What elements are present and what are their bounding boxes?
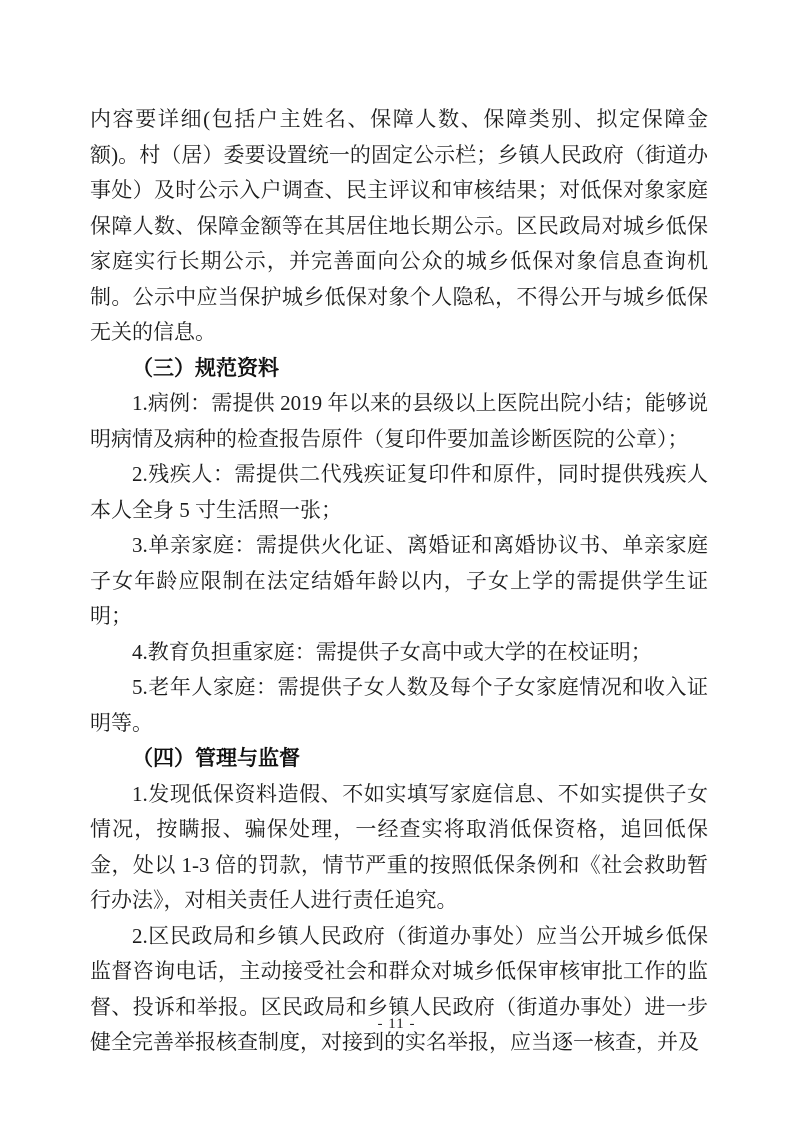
page-number: - 11 -	[377, 1016, 416, 1032]
section-heading-3: （三）规范资料	[132, 355, 279, 380]
paragraph: 2.区民政局和乡镇人民政府（街道办事处）应当公开城乡低保监督咨询电话，主动接受社会和群众对城乡低保审核审批工作的监督、投诉和举报。区民政局和乡镇人民政府（街道办事处）进一步健全完善举报核查制度，对接到的实名举报，应当逐一核查，并及	[90, 923, 708, 1054]
document-body	[90, 102, 708, 1061]
paragraph: 4.教育负担重家庭：需提供子女高中或大学的在校证明；	[132, 639, 652, 664]
paragraph: 2.残疾人：需提供二代残疾证复印件和原件，同时提供残疾人本人全身 5 寸生活照一张；	[90, 462, 708, 522]
paragraph: 5.老年人家庭：需提供子女人数及每个子女家庭情况和收入证明等。	[90, 675, 708, 735]
section-heading-4: （四）管理与监督	[132, 746, 300, 770]
paragraph: 内容要详细(包括户主姓名、保障人数、保障类别、拟定保障金额)。村（居）委要设置统一的固定公示栏；乡镇人民政府（街道办事处）及时公示入户调查、民主评议和审核结果；对低保对象家庭保障人数、保障金额等在其居住地长期公示。区民政局对城乡低保家庭实行长期公示，并完善面向公众的城乡低保对象信息查询机制。公示中应当保护城乡低保对象个人隐私，不得公开与城乡低保无关的信息。	[90, 107, 708, 344]
paragraph: 1.发现低保资料造假、不如实填写家庭信息、不如实提供子女情况，按瞒报、骗保处理，一经查实将取消低保资格，追回低保金，处以 1-3 倍的罚款，情节严重的按照低保条例和《社会救助暂行办法》，对相关责任人进行责任追究。	[90, 781, 708, 912]
paragraph: 3.单亲家庭：需提供火化证、离婚证和离婚协议书、单亲家庭子女年龄应限制在法定结婚年龄以内，子女上学的需提供学生证明；	[90, 533, 708, 628]
paragraph: 1.病例：需提供 2019 年以来的县级以上医院出院小结；能够说明病情及病种的检查报告原件（复印件要加盖诊断医院的公章）；	[90, 391, 708, 451]
